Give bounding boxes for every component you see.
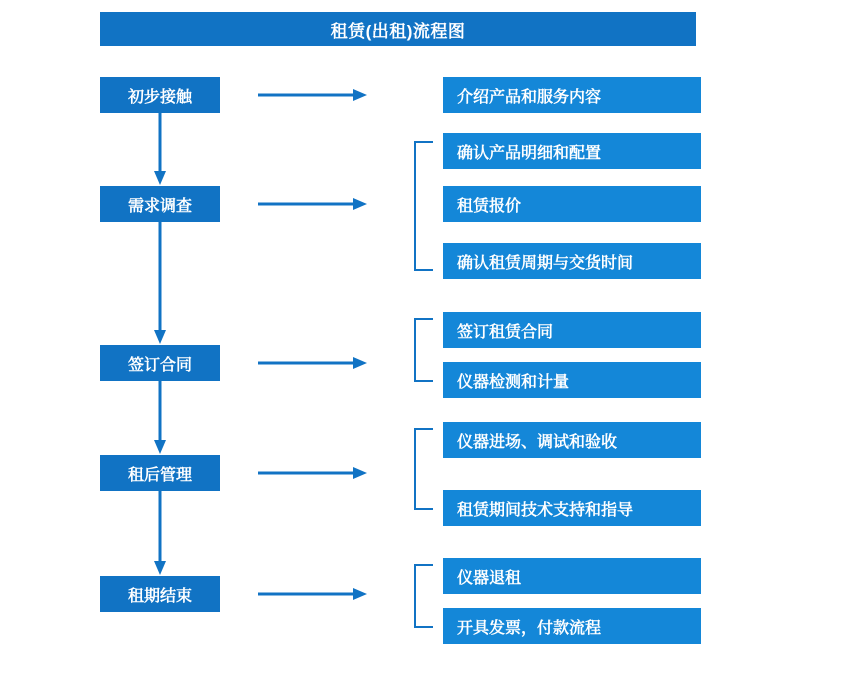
vertical-arrow-3-4 bbox=[153, 381, 167, 455]
horizontal-arrow-2 bbox=[258, 197, 368, 211]
page-title: 租赁(出租)流程图 bbox=[100, 12, 696, 46]
detail-box-2-2[interactable]: 租赁报价 bbox=[443, 186, 701, 222]
detail-box-5-1[interactable]: 仪器退租 bbox=[443, 558, 701, 594]
group-bracket-5 bbox=[412, 564, 434, 628]
horizontal-arrow-1 bbox=[258, 88, 368, 102]
detail-box-3-1[interactable]: 签订租赁合同 bbox=[443, 312, 701, 348]
horizontal-arrow-4 bbox=[258, 466, 368, 480]
stage-box-1[interactable]: 初步接触 bbox=[100, 77, 220, 113]
group-bracket-3 bbox=[412, 318, 434, 382]
horizontal-arrow-5 bbox=[258, 587, 368, 601]
detail-box-4-2[interactable]: 租赁期间技术支持和指导 bbox=[443, 490, 701, 526]
stage-box-5[interactable]: 租期结束 bbox=[100, 576, 220, 612]
stage-box-3[interactable]: 签订合同 bbox=[100, 345, 220, 381]
stage-box-2[interactable]: 需求调查 bbox=[100, 186, 220, 222]
horizontal-arrow-3 bbox=[258, 356, 368, 370]
vertical-arrow-2-3 bbox=[153, 222, 167, 345]
detail-box-1-1[interactable]: 介绍产品和服务内容 bbox=[443, 77, 701, 113]
group-bracket-2 bbox=[412, 141, 434, 271]
detail-box-4-1[interactable]: 仪器进场、调试和验收 bbox=[443, 422, 701, 458]
detail-box-3-2[interactable]: 仪器检测和计量 bbox=[443, 362, 701, 398]
detail-box-5-2[interactable]: 开具发票，付款流程 bbox=[443, 608, 701, 644]
group-bracket-4 bbox=[412, 428, 434, 510]
stage-box-4[interactable]: 租后管理 bbox=[100, 455, 220, 491]
detail-box-2-1[interactable]: 确认产品明细和配置 bbox=[443, 133, 701, 169]
vertical-arrow-4-5 bbox=[153, 491, 167, 576]
vertical-arrow-1-2 bbox=[153, 113, 167, 186]
detail-box-2-3[interactable]: 确认租赁周期与交货时间 bbox=[443, 243, 701, 279]
